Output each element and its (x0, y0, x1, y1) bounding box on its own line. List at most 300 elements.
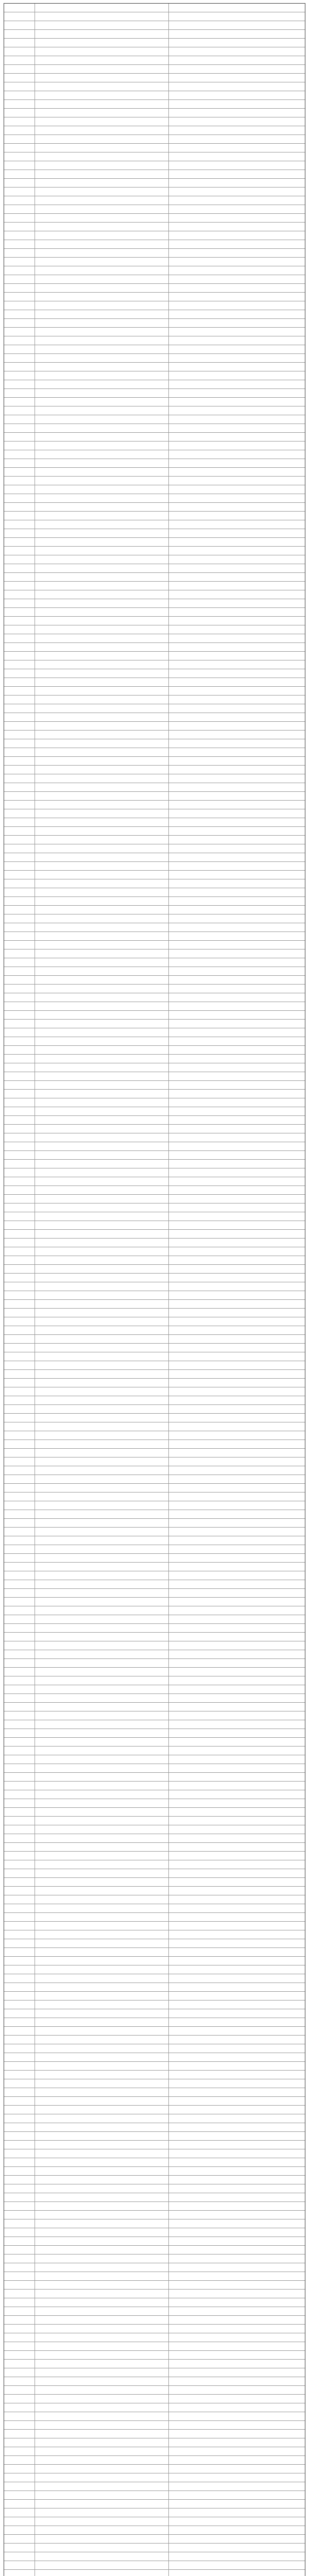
score-cell (169, 1843, 305, 1851)
table-row (4, 660, 305, 669)
school-cell (35, 223, 169, 231)
code-cell (4, 2281, 35, 2289)
school-cell (35, 1300, 169, 1308)
school-cell (35, 1545, 169, 1553)
table-row (4, 2246, 305, 2255)
code-cell (4, 249, 35, 257)
table-row (4, 2272, 305, 2281)
code-cell (4, 1773, 35, 1781)
score-cell (169, 2517, 305, 2526)
school-cell (35, 2193, 169, 2201)
school-cell (35, 1370, 169, 1378)
table-row (4, 1090, 305, 1098)
table-row (4, 1676, 305, 1685)
score-cell (169, 275, 305, 283)
code-cell (4, 2333, 35, 2342)
score-cell (169, 1965, 305, 1974)
score-cell (169, 1204, 305, 1212)
table-row (4, 1519, 305, 1528)
school-cell (35, 503, 169, 511)
school-cell (35, 932, 169, 940)
table-row (4, 976, 305, 985)
score-cell (169, 888, 305, 896)
code-cell (4, 1414, 35, 1422)
code-cell (4, 2421, 35, 2429)
score-cell (169, 1230, 305, 1238)
school-cell (35, 713, 169, 721)
code-cell (4, 687, 35, 695)
code-cell (4, 1098, 35, 1107)
table-row (4, 1650, 305, 1659)
code-cell (4, 406, 35, 415)
school-cell (35, 1563, 169, 1571)
table-row (4, 2395, 305, 2403)
school-cell (35, 2395, 169, 2403)
score-cell (169, 1449, 305, 1457)
score-cell (169, 2079, 305, 2088)
table-row (4, 906, 305, 914)
table-row (4, 1825, 305, 1834)
code-cell (4, 538, 35, 546)
code-cell (4, 643, 35, 651)
score-cell (169, 1790, 305, 1799)
table-row (4, 2106, 305, 2114)
score-cell (169, 564, 305, 572)
score-cell (169, 766, 305, 774)
score-cell (169, 2141, 305, 2149)
score-cell (169, 1142, 305, 1150)
score-cell (169, 2176, 305, 2184)
school-cell (35, 82, 169, 91)
table-row (4, 1887, 305, 1895)
school-cell (35, 1011, 169, 1019)
code-cell (4, 2500, 35, 2508)
score-cell (169, 1606, 305, 1615)
school-cell (35, 1414, 169, 1422)
score-cell (169, 2465, 305, 2473)
code-cell (4, 1711, 35, 1720)
table-row (4, 1939, 305, 1948)
code-cell (4, 1580, 35, 1588)
table-row (4, 914, 305, 923)
code-cell (4, 2509, 35, 2517)
score-cell (169, 354, 305, 362)
score-cell (169, 1125, 305, 1133)
table-row (4, 100, 305, 109)
table-row (4, 985, 305, 993)
table-row (4, 2228, 305, 2237)
school-cell (35, 2403, 169, 2412)
table-row (4, 126, 305, 135)
code-cell (4, 1344, 35, 1352)
school-cell (35, 2333, 169, 2342)
score-cell (169, 284, 305, 292)
code-cell (4, 1265, 35, 1273)
school-cell (35, 1510, 169, 1518)
code-cell (4, 914, 35, 923)
score-cell (169, 1344, 305, 1352)
score-cell (169, 494, 305, 502)
school-cell (35, 433, 169, 441)
table-row (4, 1799, 305, 1808)
school-cell (35, 1738, 169, 1746)
table-row (4, 564, 305, 573)
school-cell (35, 538, 169, 546)
school-cell (35, 1072, 169, 1080)
code-cell (4, 1957, 35, 1965)
score-cell (169, 1186, 305, 1194)
school-cell (35, 783, 169, 791)
school-cell (35, 1204, 169, 1212)
table-row (4, 2219, 305, 2228)
school-cell (35, 442, 169, 450)
school-cell (35, 205, 169, 213)
code-cell (4, 1300, 35, 1308)
score-cell (169, 2255, 305, 2263)
code-cell (4, 2097, 35, 2105)
score-cell (169, 109, 305, 117)
score-cell (169, 1615, 305, 1623)
school-cell (35, 669, 169, 677)
code-cell (4, 2263, 35, 2272)
code-cell (4, 1466, 35, 1475)
code-cell (4, 231, 35, 240)
score-cell (169, 2509, 305, 2517)
table-row (4, 538, 305, 547)
code-cell (4, 932, 35, 940)
score-cell (169, 1729, 305, 1737)
school-cell (35, 2351, 169, 2359)
score-cell (169, 1773, 305, 1781)
school-cell (35, 1440, 169, 1448)
school-cell (35, 2202, 169, 2210)
code-cell (4, 1247, 35, 1256)
school-cell (35, 967, 169, 975)
school-cell (35, 862, 169, 870)
code-cell (4, 555, 35, 564)
school-cell (35, 748, 169, 756)
score-cell (169, 1650, 305, 1658)
table-row (4, 1773, 305, 1782)
school-cell (35, 1055, 169, 1063)
school-cell (35, 1790, 169, 1799)
score-cell (169, 801, 305, 809)
school-cell (35, 2228, 169, 2236)
score-cell (169, 1090, 305, 1098)
school-cell (35, 301, 169, 310)
table-row (4, 2001, 305, 2009)
score-cell (169, 2290, 305, 2298)
score-cell (169, 258, 305, 266)
score-cell (169, 582, 305, 590)
score-cell (169, 433, 305, 441)
school-cell (35, 310, 169, 318)
code-cell (4, 170, 35, 178)
school-cell (35, 1764, 169, 1772)
code-cell (4, 424, 35, 432)
school-cell (35, 722, 169, 730)
table-row (4, 2176, 305, 2184)
code-cell (4, 1510, 35, 1518)
school-cell (35, 1256, 169, 1264)
score-cell (169, 1370, 305, 1378)
score-cell (169, 2149, 305, 2158)
school-cell (35, 1230, 169, 1238)
school-cell (35, 1913, 169, 1921)
school-cell (35, 1449, 169, 1457)
code-cell (4, 713, 35, 721)
school-cell (35, 152, 169, 161)
score-cell (169, 2044, 305, 2053)
code-cell (4, 1151, 35, 1159)
table-row (4, 696, 305, 704)
school-cell (35, 2544, 169, 2552)
school-cell (35, 1405, 169, 1413)
code-cell (4, 336, 35, 345)
table-row (4, 135, 305, 144)
score-cell (169, 1475, 305, 1483)
code-cell (4, 1063, 35, 1072)
school-cell (35, 2272, 169, 2280)
code-cell (4, 2044, 35, 2053)
code-cell (4, 2184, 35, 2193)
code-cell (4, 1116, 35, 1124)
school-cell (35, 91, 169, 99)
code-cell (4, 2202, 35, 2210)
score-cell (169, 1694, 305, 1702)
code-cell (4, 2211, 35, 2219)
school-cell (35, 599, 169, 607)
code-cell (4, 1983, 35, 1991)
score-cell (169, 2219, 305, 2228)
table-row (4, 1326, 305, 1335)
code-cell (4, 1869, 35, 1877)
code-cell (4, 1168, 35, 1177)
school-cell (35, 135, 169, 143)
code-cell (4, 1484, 35, 1492)
school-cell (35, 30, 169, 38)
table-row (4, 932, 305, 941)
code-cell (4, 380, 35, 388)
score-cell (169, 1808, 305, 1816)
code-cell (4, 1107, 35, 1115)
score-cell (169, 2071, 305, 2079)
school-cell (35, 1782, 169, 1790)
score-cell (169, 1168, 305, 1177)
code-cell (4, 468, 35, 476)
table-row (4, 1834, 305, 1843)
code-cell (4, 809, 35, 818)
code-cell (4, 2149, 35, 2158)
score-cell (169, 1825, 305, 1834)
code-cell (4, 1676, 35, 1685)
score-cell (169, 1685, 305, 1693)
school-cell (35, 1528, 169, 1536)
code-cell (4, 1396, 35, 1404)
score-cell (169, 1974, 305, 1982)
score-cell (169, 2473, 305, 2482)
table-row (4, 555, 305, 564)
score-cell (169, 2412, 305, 2420)
school-cell (35, 1081, 169, 1089)
code-cell (4, 389, 35, 397)
school-cell (35, 117, 169, 126)
school-cell (35, 1501, 169, 1510)
code-cell (4, 450, 35, 459)
table-row (4, 836, 305, 844)
table-row (4, 1895, 305, 1904)
table-row (4, 2421, 305, 2430)
code-cell (4, 1028, 35, 1037)
table-row (4, 1335, 305, 1344)
school-cell (35, 2009, 169, 2018)
code-cell (4, 599, 35, 607)
table-row (4, 319, 305, 328)
code-cell (4, 214, 35, 222)
school-cell (35, 389, 169, 397)
code-cell (4, 1493, 35, 1501)
table-row (4, 1125, 305, 1133)
score-cell (169, 2316, 305, 2324)
score-cell (169, 2430, 305, 2438)
table-row (4, 1466, 305, 1475)
score-cell (169, 2342, 305, 2350)
table-row (4, 205, 305, 214)
school-cell (35, 2053, 169, 2061)
table-row (4, 1930, 305, 1939)
code-cell (4, 2368, 35, 2377)
school-cell (35, 100, 169, 108)
code-cell (4, 669, 35, 677)
code-cell (4, 2342, 35, 2350)
school-cell (35, 1002, 169, 1010)
school-cell (35, 1317, 169, 1326)
code-cell (4, 2482, 35, 2490)
score-cell (169, 389, 305, 397)
table-row (4, 170, 305, 179)
score-cell (169, 923, 305, 931)
code-cell (4, 2517, 35, 2526)
score-cell (169, 1116, 305, 1124)
school-cell (35, 2482, 169, 2490)
school-cell (35, 1090, 169, 1098)
school-cell (35, 2132, 169, 2140)
school-cell (35, 161, 169, 170)
code-cell (4, 56, 35, 64)
score-cell (169, 363, 305, 371)
score-cell (169, 2395, 305, 2403)
table-row (4, 1160, 305, 1168)
score-cell (169, 1063, 305, 1072)
score-cell (169, 1195, 305, 1203)
score-cell (169, 152, 305, 161)
code-cell (4, 275, 35, 283)
score-cell (169, 371, 305, 380)
school-cell (35, 1694, 169, 1702)
code-cell (4, 2535, 35, 2543)
table-row (4, 275, 305, 284)
table-row (4, 1860, 305, 1869)
admission-table (4, 3, 305, 2576)
code-cell (4, 1624, 35, 1632)
score-cell (169, 345, 305, 353)
school-cell (35, 1484, 169, 1492)
table-row (4, 442, 305, 450)
score-cell (169, 1133, 305, 1142)
score-cell (169, 424, 305, 432)
code-cell (4, 1055, 35, 1063)
code-cell (4, 117, 35, 126)
code-cell (4, 634, 35, 642)
table-row (4, 818, 305, 827)
school-cell (35, 1125, 169, 1133)
table-row (4, 4, 305, 12)
table-row (4, 783, 305, 792)
code-cell (4, 1790, 35, 1799)
code-cell (4, 1475, 35, 1483)
code-cell (4, 625, 35, 634)
code-cell (4, 1422, 35, 1431)
score-cell (169, 1177, 305, 1185)
school-cell (35, 643, 169, 651)
school-cell (35, 1160, 169, 1168)
table-row (4, 240, 305, 249)
school-cell (35, 2421, 169, 2429)
code-cell (4, 266, 35, 275)
table-row (4, 713, 305, 722)
score-cell (169, 1930, 305, 1939)
school-cell (35, 2386, 169, 2394)
table-row (4, 1449, 305, 1458)
code-cell (4, 1370, 35, 1378)
school-cell (35, 363, 169, 371)
table-row (4, 2071, 305, 2079)
score-cell (169, 512, 305, 520)
code-cell (4, 696, 35, 704)
school-cell (35, 345, 169, 353)
score-cell (169, 1545, 305, 1553)
table-row (4, 1405, 305, 1414)
code-cell (4, 109, 35, 117)
score-cell (169, 643, 305, 651)
code-cell (4, 2403, 35, 2412)
table-row (4, 1370, 305, 1379)
table-row (4, 2018, 305, 2027)
table-row (4, 1011, 305, 1020)
table-row (4, 1081, 305, 1090)
score-cell (169, 2386, 305, 2394)
score-cell (169, 188, 305, 196)
score-cell (169, 2535, 305, 2543)
school-cell (35, 2036, 169, 2044)
code-cell (4, 520, 35, 529)
table-row (4, 2316, 305, 2325)
school-cell (35, 2071, 169, 2079)
score-cell (169, 310, 305, 318)
table-row (4, 424, 305, 433)
score-cell (169, 1028, 305, 1037)
school-cell (35, 1992, 169, 2000)
score-cell (169, 2123, 305, 2131)
code-cell (4, 1519, 35, 1527)
score-cell (169, 1379, 305, 1387)
code-cell (4, 967, 35, 975)
code-cell (4, 2009, 35, 2018)
score-cell (169, 1256, 305, 1264)
score-cell (169, 529, 305, 537)
code-cell (4, 993, 35, 1002)
code-cell (4, 433, 35, 441)
